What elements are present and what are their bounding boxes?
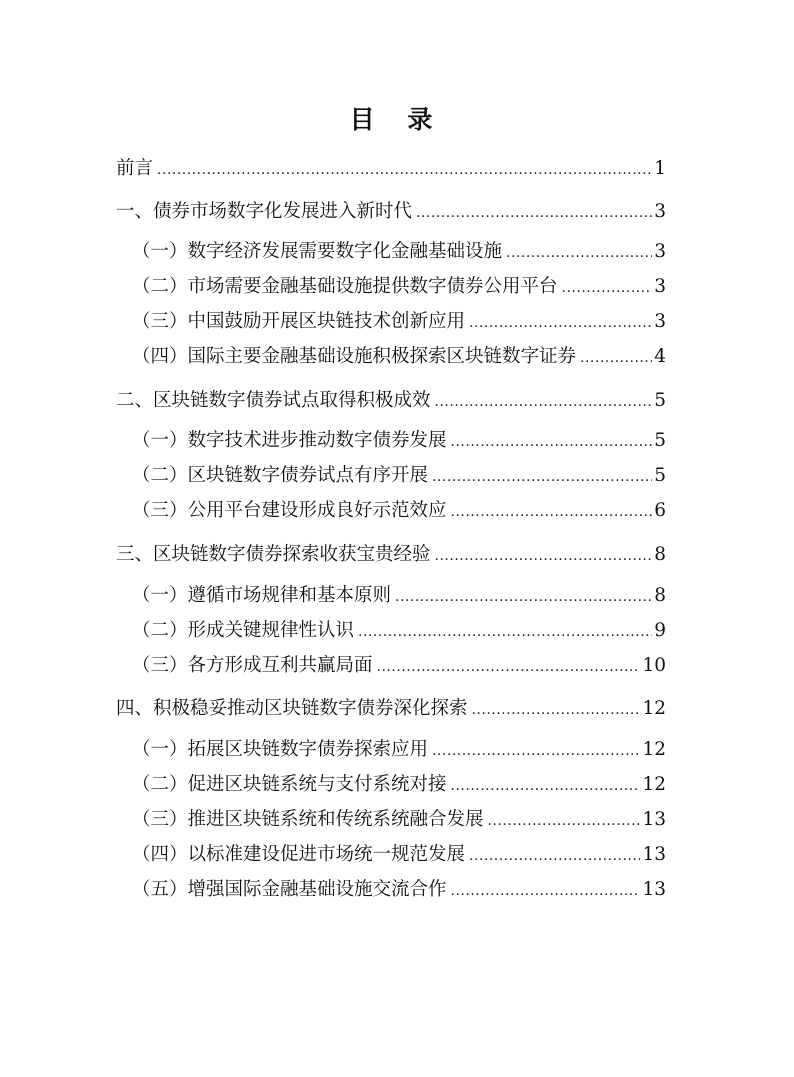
toc-entry-section-4-4[interactable]	[132, 840, 666, 870]
toc-entry-label: （二）区块链数字债券试点有序开展	[132, 465, 429, 486]
dot-leader	[435, 387, 653, 417]
toc-entry-page: 8	[654, 585, 666, 606]
dot-leader	[506, 238, 652, 268]
dot-leader	[451, 427, 653, 457]
toc-title: 目 录	[349, 105, 445, 134]
toc-entry-page: 5	[654, 465, 666, 486]
dot-leader	[451, 876, 641, 906]
toc-entry-chapter-3[interactable]	[116, 540, 666, 570]
toc-entry-section-1-3[interactable]	[132, 307, 666, 337]
toc-entry-page: 12	[642, 739, 666, 760]
toc-entry-page: 8	[654, 544, 666, 565]
dot-leader	[562, 273, 653, 303]
toc-entry-section-4-5[interactable]	[132, 875, 666, 905]
dot-leader	[157, 155, 652, 185]
dot-leader	[451, 497, 653, 527]
toc-entry-section-2-3[interactable]	[132, 496, 666, 526]
toc-entry-page: 3	[654, 201, 666, 222]
toc-entry-page: 13	[642, 844, 666, 865]
toc-entry-page: 1	[654, 158, 666, 179]
dot-leader	[451, 771, 641, 801]
toc-entry-page: 3	[654, 311, 666, 332]
toc-entry-label: （三）中国鼓励开展区块链技术创新应用	[132, 311, 466, 332]
toc-entry-page: 12	[642, 774, 666, 795]
toc-entry-section-3-2[interactable]	[132, 616, 666, 646]
toc-entry-page: 13	[642, 879, 666, 900]
toc-entry-chapter-4[interactable]	[116, 694, 666, 724]
toc-entry-label: 二、区块链数字债券试点取得积极成效	[116, 390, 431, 411]
toc-entry-label: （一）数字技术进步推动数字债券发展	[132, 430, 447, 451]
dot-leader	[580, 343, 652, 373]
toc-entry-section-1-4[interactable]	[132, 342, 666, 372]
toc-entry-label: （一）数字经济发展需要数字化金融基础设施	[132, 241, 503, 262]
toc-entry-section-4-3[interactable]	[132, 805, 666, 835]
toc-entry-label: （四）以标准建设促进市场统一规范发展	[132, 844, 466, 865]
toc-entry-label: 一、债券市场数字化发展进入新时代	[116, 201, 413, 222]
toc-entry-label: （三）推进区块链系统和传统系统融合发展	[132, 809, 484, 830]
toc-entry-section-1-2[interactable]	[132, 272, 666, 302]
toc-entry-label: （四）国际主要金融基础设施积极探索区块链数字证券	[132, 346, 577, 367]
dot-leader	[416, 198, 652, 228]
toc-entry-section-4-2[interactable]	[132, 770, 666, 800]
toc-entry-page: 4	[654, 346, 666, 367]
dot-leader	[395, 582, 652, 612]
toc-entry-page: 5	[654, 430, 666, 451]
toc-entry-label: （一）拓展区块链数字债券探索应用	[132, 739, 429, 760]
dot-leader	[435, 541, 653, 571]
toc-entry-label: （二）形成关键规律性认识	[132, 620, 355, 641]
toc-entry-label: 前言	[116, 158, 154, 179]
dot-leader	[358, 617, 652, 647]
toc-entry-page: 3	[654, 241, 666, 262]
dot-leader	[488, 806, 641, 836]
toc-entry-label: 三、区块链数字债券探索收获宝贵经验	[116, 544, 431, 565]
toc-entry-section-1-1[interactable]	[132, 237, 666, 267]
toc-entry-page: 6	[654, 500, 666, 521]
toc-entry-page: 3	[654, 276, 666, 297]
dot-leader	[432, 736, 640, 766]
toc-entry-page: 5	[654, 390, 666, 411]
dot-leader	[469, 841, 640, 871]
toc-entry-label: （二）促进区块链系统与支付系统对接	[132, 774, 447, 795]
toc-entry-page: 9	[654, 620, 666, 641]
toc-entry-label: （三）公用平台建设形成良好示范效应	[132, 500, 447, 521]
toc-entry-page: 10	[642, 655, 666, 676]
dot-leader	[472, 695, 641, 725]
toc-entry-label: （二）市场需要金融基础设施提供数字债券公用平台	[132, 276, 558, 297]
toc-entry-section-4-1[interactable]	[132, 735, 666, 765]
dot-leader	[469, 308, 652, 338]
toc-entry-label: （一）遵循市场规律和基本原则	[132, 585, 392, 606]
toc-entry-label: （三）各方形成互利共赢局面	[132, 655, 373, 676]
dot-leader	[432, 462, 652, 492]
toc-entry-section-3-3[interactable]	[132, 651, 666, 681]
toc-entry-chapter-2[interactable]	[116, 386, 666, 416]
toc-entry-label: 四、积极稳妥推动区块链数字债券深化探索	[116, 698, 468, 719]
toc-entry-section-2-2[interactable]	[132, 461, 666, 491]
toc-entry-section-3-1[interactable]	[132, 581, 666, 611]
toc-entry-page: 13	[642, 809, 666, 830]
toc-entry-page: 12	[642, 698, 666, 719]
toc-entry-chapter-1[interactable]	[116, 197, 666, 227]
toc-entry-label: （五）增强国际金融基础设施交流合作	[132, 879, 447, 900]
toc-entry-section-2-1[interactable]	[132, 426, 666, 456]
toc-entry-preface[interactable]	[116, 154, 666, 184]
dot-leader	[377, 652, 641, 682]
